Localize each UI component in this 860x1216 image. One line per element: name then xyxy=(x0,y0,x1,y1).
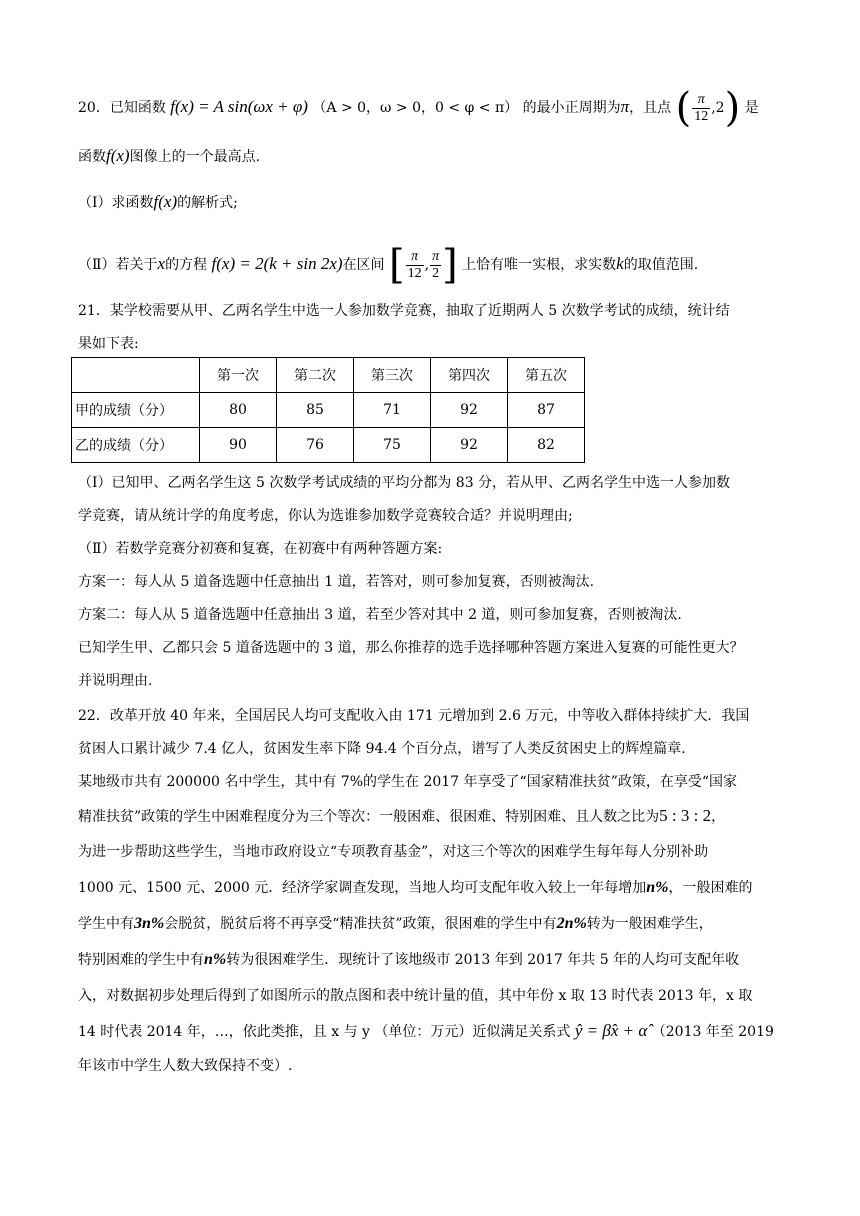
q22-line6-end: ，一般困难的 xyxy=(668,880,753,896)
q20-line2-func: f(x) xyxy=(106,146,130,165)
q22-n-percent: n% xyxy=(646,879,669,896)
q22-line8-a: 特别困难的学生中有 xyxy=(78,952,204,968)
q22-line7 xyxy=(78,914,713,934)
q20-part1 xyxy=(78,192,238,213)
q21-part1-line1: （Ⅰ）已知甲、乙两名学生这 5 次数学考试成绩的平均分都为 83 分，若从甲、乙两名学生中选一人参加数 xyxy=(78,475,731,491)
q20-part2-x: x xyxy=(157,254,166,273)
q20-line2-a: 函数 xyxy=(78,149,106,165)
table-header-cell: 第二次 xyxy=(277,358,354,393)
table-row xyxy=(72,393,585,428)
q22-line9: 入，对数据初步处理后得到了如图所示的散点图和表中统计量的值，其中年份 x 取 13 时代表 2013 年，x 取 xyxy=(78,988,753,1004)
q20-interval-b: $\frac{\pi}{2}$ xyxy=(432,248,440,281)
q22-line10 xyxy=(78,1021,774,1042)
q22-regression-equation: ŷ = β̂x + α̂ xyxy=(574,1021,648,1040)
q20-line1: 20．已知函数 f(x) = A sin(ωx + φ) （A > 0，ω > 0，0 < φ < π） 的最小正周期为π，且点 ( $\frac{\pi}{12}$ ,2) 是 xyxy=(78,85,759,131)
q20-is-text: 是 xyxy=(744,100,759,116)
table-row xyxy=(72,428,585,463)
q22-line8 xyxy=(78,950,739,970)
q22-3n-percent: 3n% xyxy=(134,915,165,932)
q22-line3: 某地级市共有 200000 名中学生，其中有 7%的学生在 2017 年享受了“国家精准扶贫”政策，在享受“国家 xyxy=(78,774,738,790)
q22-2n-percent: 2n% xyxy=(556,915,587,932)
q21-line1: 21．某学校需要从甲、乙两名学生中选一人参加数学竞赛，抽取了近期两人 5 次数学考试的成绩，统计结 xyxy=(78,303,730,319)
q22-n-percent-2: n% xyxy=(204,951,227,968)
q21-question-line1: 已知学生甲、乙都只会 5 道备选题中的 3 道，那么你推荐的选手选择哪种答题方案进入复赛的可能性更大？ xyxy=(78,640,744,656)
table-row-label: 甲的成绩（分） xyxy=(72,393,200,428)
q20-conditions: （A > 0，ω > 0，0 < φ < π） xyxy=(312,100,519,116)
q20-part2-k: k xyxy=(616,254,624,273)
q22-line8-b: 转为很困难学生．现统计了该地级市 2013 年到 2017 年共 5 年的人均可支配年收 xyxy=(226,952,740,968)
q20-part1-text: 的解析式; xyxy=(177,195,238,211)
table-cell: 76 xyxy=(277,428,354,463)
table-header-cell: 第四次 xyxy=(431,358,508,393)
table-header-cell: 第一次 xyxy=(200,358,277,393)
q20-point-x: $\frac{\pi}{12}$ xyxy=(694,91,709,124)
table-cell: 75 xyxy=(354,428,431,463)
table-cell: 90 xyxy=(200,428,277,463)
q22-line6-text: 1000 元、1500 元、2000 元．经济学家调查发现，当地人均可支配年收入较上一年每增加 xyxy=(78,880,647,896)
q20-interval-a: $\frac{\pi}{12}$ xyxy=(407,248,422,281)
q20-pi: π xyxy=(620,97,630,116)
q21-part1-line2: 学竞赛，请从统计学的角度考虑，你认为选谁参加数学竞赛较合适？并说明理由; xyxy=(78,508,573,524)
q22-line10-a: 14 时代表 2014 年，…，依此类推，且 x 与 y （单位：万元）近似满足关系式 xyxy=(78,1024,571,1040)
q20-period-text: 的最小正周期为 xyxy=(522,100,621,116)
q20-point-text: ，且点 xyxy=(629,100,672,116)
table-header-row xyxy=(72,358,585,393)
q22-line7-a: 学生中有 xyxy=(78,916,134,932)
q20-line2-b: 图像上的一个最高点. xyxy=(129,149,261,165)
table-cell: 71 xyxy=(354,393,431,428)
q22-line4-text: 精准扶贫”政策的学生中困难程度分为三个等次：一般困难、很困难、特别困难、且人数之比为 xyxy=(78,809,660,825)
q22-ratio: 5 : 3 : 2 xyxy=(659,806,712,825)
q20-part1-label: （Ⅰ）求函数 xyxy=(78,195,154,211)
q20-intro: 已知函数 xyxy=(109,100,166,116)
q20-function: f(x) = A sin(ωx + φ) xyxy=(170,97,308,116)
q20-part2-end: 的取值范围. xyxy=(623,257,699,273)
q20-part2: （Ⅱ）若关于x的方程 f(x) = 2(k + sin 2x)在区间 [ $\frac{\pi}{12}$ , $\frac{\pi}{2}$ ] 上恰有唯一实根，求实数k的取值范围. xyxy=(78,242,699,288)
q20-number: 20． xyxy=(78,100,110,116)
table-cell: 92 xyxy=(431,428,508,463)
q21-plan2: 方案二：每人从 5 道备选题中任意抽出 3 道，若至少答对其中 2 道，则可参加复赛，否则被淘汰. xyxy=(78,607,682,623)
q20-line2 xyxy=(78,146,260,167)
table-row-label: 乙的成绩（分） xyxy=(72,428,200,463)
q22-line10-b: （2013 年至 2019 xyxy=(651,1024,774,1040)
table-cell: 85 xyxy=(277,393,354,428)
q20-point-y: ,2 xyxy=(711,100,725,116)
q22-line2: 贫困人口累计减少 7.4 亿人，贫困发生率下降 94.4 个百分点，谱写了人类反贫困史上的辉煌篇章. xyxy=(78,741,686,757)
q20-part2-eq-text: 的方程 xyxy=(165,257,208,273)
q21-question-line2: 并说明理由. xyxy=(78,673,153,689)
q21-plan1: 方案一：每人从 5 道备选题中任意抽出 1 道，若答对，则可参加复赛，否则被淘汰. xyxy=(78,574,595,590)
q22-line1: 22．改革开放 40 年来，全国居民人均可支配收入由 171 元增加到 2.6 万元，中等收入群体持续扩大．我国 xyxy=(78,708,750,724)
q22-line7-c: 转为一般困难学生， xyxy=(586,916,713,932)
q22-line5: 为进一步帮助这些学生，当地市政府设立“专项教育基金”，对这三个等次的困难学生每年每人分别补助 xyxy=(78,844,709,860)
table-header-cell: 第五次 xyxy=(508,358,585,393)
q21-line2: 果如下表: xyxy=(78,336,139,352)
q22-line4 xyxy=(78,806,725,827)
q22-line4-end: ， xyxy=(711,809,726,825)
table-corner-cell xyxy=(72,358,200,393)
q20-part2-equation: f(x) = 2(k + sin 2x) xyxy=(211,254,343,273)
table-cell: 82 xyxy=(508,428,585,463)
q22-line7-b: 会脱贫，脱贫后将不再享受“精准扶贫”政策，很困难的学生中有 xyxy=(164,916,557,932)
scores-table xyxy=(71,357,585,463)
q22-line11: 年该市中学生人数大致保持不变）. xyxy=(78,1058,293,1074)
q21-part2-line1: （Ⅱ）若数学竞赛分初赛和复赛，在初赛中有两种答题方案: xyxy=(78,541,443,557)
q20-part2-tail: 上恰有唯一实根，求实数 xyxy=(462,257,617,273)
table-cell: 92 xyxy=(431,393,508,428)
q20-part1-func: f(x) xyxy=(153,192,178,211)
q20-part2-label: （Ⅱ）若关于 xyxy=(78,257,158,273)
q22-line6 xyxy=(78,878,752,898)
q20-part2-interval-text: 在区间 xyxy=(342,257,385,273)
table-cell: 87 xyxy=(508,393,585,428)
table-header-cell: 第三次 xyxy=(354,358,431,393)
table-cell: 80 xyxy=(200,393,277,428)
